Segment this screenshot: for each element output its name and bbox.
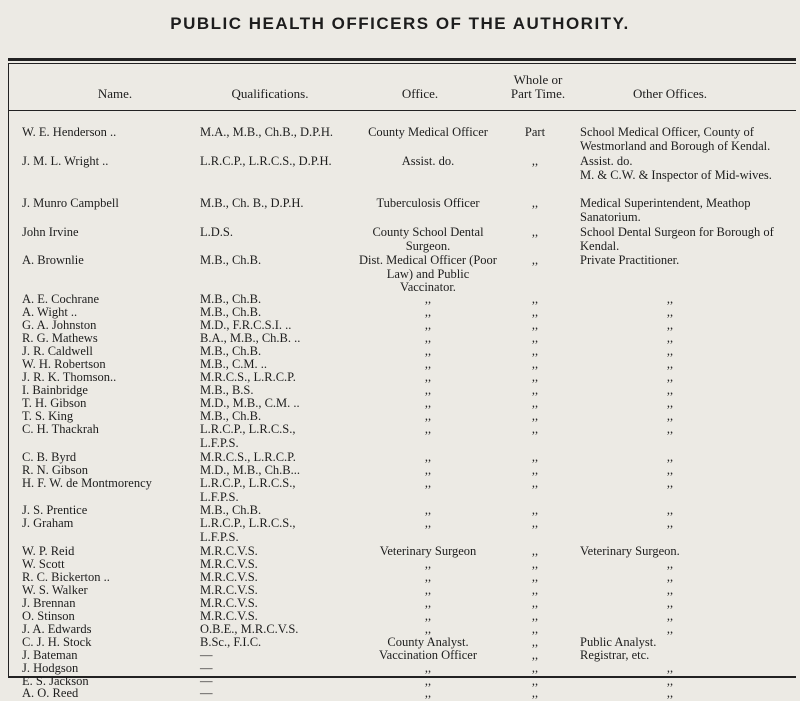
page-title: PUBLIC HEALTH OFFICERS OF THE AUTHORITY. [170,14,630,33]
officer-name: W. E. Henderson .. [22,125,117,139]
officer-qualifications: M.A., M.B., Ch.B., D.P.H. [200,125,334,139]
officer-qualifications: O.B.E., M.R.C.V.S. [200,622,299,636]
officer-other-offices: School Dental Surgeon for Borough of Kendal. [580,225,774,253]
officer-other-offices: Medical Superintendent, Meathop Sanatorium. [580,196,751,224]
officer-time: ,, [531,292,539,306]
officer-qualifications: L.R.C.P., L.R.C.S., D.P.H. [200,154,332,168]
officer-other-offices: Private Practitioner. [580,253,680,267]
officer-office: ,, [424,318,432,332]
officer-qualifications: L.D.S. [200,225,233,239]
officer-name: W. S. Walker [22,583,88,597]
officer-other-offices: ,, [666,476,674,490]
officer-other-offices: ,, [666,357,674,371]
officer-office: ,, [424,516,432,530]
officer-other-offices: ,, [666,370,674,384]
officer-qualifications: M.R.C.V.S. [200,570,258,584]
officer-office: ,, [424,463,432,477]
officer-time: ,, [531,570,539,584]
officer-time: ,, [531,635,539,649]
officer-name: J. Graham [22,516,74,530]
officer-office: ,, [424,292,432,306]
officer-time: ,, [531,516,539,530]
officer-other-offices: ,, [666,422,674,436]
officer-name: C. H. Thackrah [22,422,99,436]
officer-time: ,, [531,596,539,610]
officer-other-offices: Assist. do. M. & C.W. & Inspector of Mid-wives. [580,154,772,182]
header-time-line2: Part Time. [510,86,566,101]
officer-time: ,, [531,463,539,477]
officer-office: ,, [424,596,432,610]
officer-name: W. H. Robertson [22,357,106,371]
officer-name: J. S. Prentice [22,503,88,517]
officer-qualifications: L.R.C.P., L.R.C.S., L.F.P.S. [200,476,296,504]
officer-time: ,, [531,357,539,371]
officer-qualifications: M.D., F.R.C.S.I. .. [200,318,292,332]
officer-other-offices: ,, [666,396,674,410]
officer-qualifications: M.B., C.M. .. [200,357,268,371]
officer-office: ,, [424,622,432,636]
officer-qualifications: — [200,661,213,675]
officer-qualifications: M.B., Ch.B. [200,292,262,306]
header-office: Office. [401,86,439,101]
officer-time: ,, [531,331,539,345]
officer-name: J. Munro Campbell [22,196,119,210]
officer-time: ,, [531,674,539,688]
officer-qualifications: M.R.C.V.S. [200,544,258,558]
officer-time: ,, [531,661,539,675]
officer-qualifications: M.B., Ch.B. [200,409,262,423]
officer-office: ,, [424,422,432,436]
officer-time: ,, [531,318,539,332]
officer-office: Dist. Medical Officer (Poor Law) and Public Vaccinator. [359,253,497,294]
officer-name: A. O. Reed [22,686,79,700]
officer-time: ,, [531,196,539,210]
officer-other-offices: ,, [666,596,674,610]
header-other-offices: Other Offices. [632,86,708,101]
officer-time: ,, [531,422,539,436]
officer-time: ,, [531,686,539,700]
officer-name: A. Wight .. [22,305,78,319]
officer-name: H. F. W. de Montmorency [22,476,152,490]
officer-other-offices: ,, [666,583,674,597]
officer-time: ,, [531,583,539,597]
officer-name: C. J. H. Stock [22,635,92,649]
officer-office: ,, [424,305,432,319]
officer-other-offices: School Medical Officer, County of Westmorland and Borough of Kendal. [580,125,771,153]
officer-other-offices: ,, [666,318,674,332]
top-rule-thin [8,63,796,64]
officer-office: ,, [424,396,432,410]
officer-name: J. Bateman [22,648,78,662]
officer-qualifications: — [200,674,213,688]
header-rule [8,110,796,111]
officer-qualifications: M.B., B.S. [200,383,254,397]
officer-name: W. Scott [22,557,65,571]
officer-qualifications: — [200,686,213,700]
top-rule [8,58,796,61]
officer-qualifications: M.D., M.B., C.M. .. [200,396,300,410]
officer-office: ,, [424,476,432,490]
officer-office: ,, [424,570,432,584]
officer-name: J. A. Edwards [22,622,92,636]
officer-other-offices: ,, [666,609,674,623]
officer-time: ,, [531,557,539,571]
officer-office: County Medical Officer [368,125,488,139]
officer-office: County School Dental Surgeon. [372,225,484,253]
officer-other-offices: ,, [666,674,674,688]
officer-office: ,, [424,609,432,623]
officer-office: ,, [424,503,432,517]
officer-other-offices: ,, [666,383,674,397]
officer-qualifications: M.R.C.S., L.R.C.P. [200,450,296,464]
officer-qualifications: M.R.C.V.S. [200,609,258,623]
officer-name: W. P. Reid [22,544,75,558]
officer-other-offices: ,, [666,463,674,477]
officer-other-offices: ,, [666,409,674,423]
officer-time: ,, [531,396,539,410]
officer-qualifications: M.R.C.V.S. [200,596,258,610]
officer-name: J. R. K. Thomson.. [22,370,117,384]
officer-office: ,, [424,357,432,371]
officer-qualifications: B.A., M.B., Ch.B. .. [200,331,301,345]
officer-name: G. A. Johnston [22,318,97,332]
officer-qualifications: — [200,648,213,662]
table-left-border [8,63,9,676]
officer-time: ,, [531,305,539,319]
officer-name: O. Stinson [22,609,75,623]
officer-other-offices: ,, [666,344,674,358]
officer-other-offices: ,, [666,686,674,700]
officer-name: T. S. King [22,409,74,423]
officer-time: ,, [531,544,539,558]
officer-name: R. N. Gibson [22,463,88,477]
officer-name: R. G. Mathews [22,331,98,345]
officer-other-offices: ,, [666,516,674,530]
officer-time: ,, [531,450,539,464]
header-name: Name. [97,86,133,101]
officer-time: ,, [531,503,539,517]
officer-other-offices: ,, [666,503,674,517]
officer-office: ,, [424,409,432,423]
header-time-line1: Whole or [513,72,563,87]
officer-time: ,, [531,370,539,384]
officer-office: Assist. do. [401,154,455,168]
officer-other-offices: ,, [666,661,674,675]
officer-name: A. Brownlie [22,253,84,267]
officer-time: ,, [531,476,539,490]
officer-name: J. R. Caldwell [22,344,93,358]
officer-office: ,, [424,450,432,464]
officer-other-offices: Veterinary Surgeon. [580,544,680,558]
officer-qualifications: M.R.C.S., L.R.C.P. [200,370,296,384]
header-qualifications: Qualifications. [231,86,309,101]
officer-qualifications: M.B., Ch. B., D.P.H. [200,196,304,210]
officer-name: C. B. Byrd [22,450,77,464]
officer-name: A. E. Cochrane [22,292,100,306]
officer-time: ,, [531,344,539,358]
officer-qualifications: M.R.C.V.S. [200,583,258,597]
officer-office: ,, [424,583,432,597]
officer-office: Vaccination Officer [379,648,477,662]
officer-time: ,, [531,225,539,239]
officer-office: ,, [424,370,432,384]
officer-office: Tuberculosis Officer [376,196,480,210]
officer-qualifications: L.R.C.P., L.R.C.S., L.F.P.S. [200,516,296,544]
officer-qualifications: M.B., Ch.B. [200,253,262,267]
officer-name: J. Hodgson [22,661,79,675]
officer-time: ,, [531,648,539,662]
officer-other-offices: Public Analyst. [580,635,657,649]
officer-name: R. C. Bickerton .. [22,570,110,584]
officer-qualifications: M.D., M.B., Ch.B... [200,463,301,477]
officer-time: ,, [531,409,539,423]
officer-time: ,, [531,253,539,267]
officer-other-offices: ,, [666,622,674,636]
officer-office: Veterinary Surgeon [379,544,477,558]
officer-other-offices: Registrar, etc. [580,648,650,662]
officer-time: ,, [531,622,539,636]
officer-qualifications: M.B., Ch.B. [200,344,262,358]
officer-name: J. Brennan [22,596,76,610]
officer-office: ,, [424,331,432,345]
officer-office: ,, [424,674,432,688]
officer-qualifications: L.R.C.P., L.R.C.S., L.F.P.S. [200,422,296,450]
officer-time: ,, [531,383,539,397]
officer-name: E. S. Jackson [22,674,89,688]
officer-time: ,, [531,609,539,623]
officer-office: ,, [424,383,432,397]
officer-office: ,, [424,686,432,700]
officer-name: I. Bainbridge [22,383,88,397]
officer-qualifications: M.R.C.V.S. [200,557,258,571]
officer-office: ,, [424,661,432,675]
officer-qualifications: M.B., Ch.B. [200,503,262,517]
officer-other-offices: ,, [666,450,674,464]
officer-name: T. H. Gibson [22,396,87,410]
officer-other-offices: ,, [666,557,674,571]
officer-office: County Analyst. [387,635,469,649]
officer-time: Part [524,125,546,139]
officer-name: John Irvine [22,225,79,239]
officer-other-offices: ,, [666,292,674,306]
officer-name: J. M. L. Wright .. [22,154,109,168]
officer-other-offices: ,, [666,331,674,345]
officer-other-offices: ,, [666,305,674,319]
officer-qualifications: M.B., Ch.B. [200,305,262,319]
officer-time: ,, [531,154,539,168]
officer-qualifications: B.Sc., F.I.C. [200,635,262,649]
officer-office: ,, [424,557,432,571]
officer-office: ,, [424,344,432,358]
officer-other-offices: ,, [666,570,674,584]
